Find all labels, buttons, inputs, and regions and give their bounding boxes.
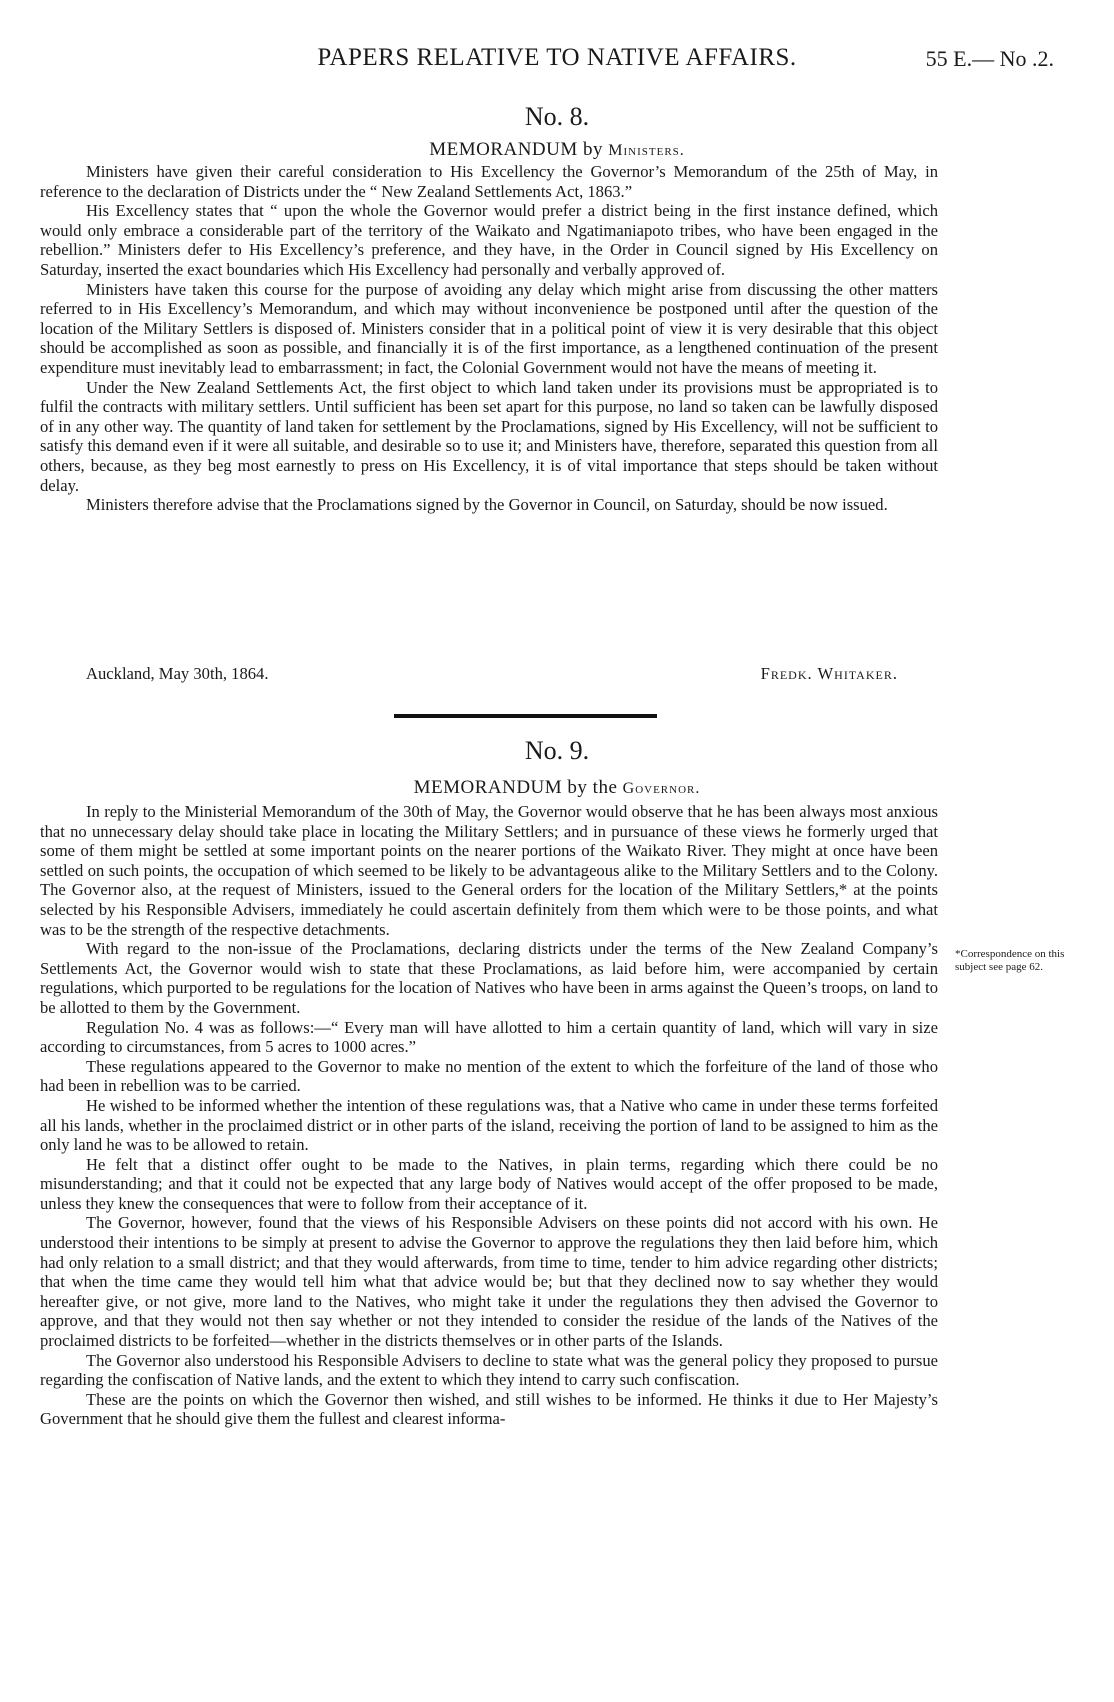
memo-9-paragraph: Regulation No. 4 was as follows:—“ Every man will have allotted to him a certain quantity of land, which will vary in size according to circumstances, from 5 acres to 1000 acres.” [40, 1017, 938, 1057]
memo-9-heading-author: Governor. [622, 780, 701, 797]
memo-8-paragraph: Ministers have taken this course for the purpose of avoiding any delay which might arise from discussing the other matters referred to in His Excellency’s Memorandum, and which may without inconvenience be postponed until after the question of the location of the Military Settlers is disposed of. Ministers consider that in a political point of view it is very desirable that this object should be accomplished as soon as possible, and financially it is of the first importance, as a lengthened continuation of the present expenditure must inevitably lead to embarrassment; in fact, the Colonial Government would not have the means of meeting it. [40, 279, 938, 377]
section-divider [394, 714, 657, 718]
memo-9-number: No. 9. [524, 736, 590, 765]
memo-8-heading-main: MEMORANDUM by [429, 139, 604, 160]
memo-8-paragraph: His Excellency states that “ upon the whole the Governor would prefer a district being in the first instance defined, which would only embrace a considerable part of the territory of the Waikato and Ngatimaniapoto tribes, who have been engaged in the rebellion.” Ministers defer to His Excellency’s preference, and they have, in the Order in Council signed by His Excellency on Saturday, inserted the exact boundaries which His Excellency had personally and verbally approved of. [40, 201, 938, 279]
memo-8-heading-author: Ministers. [608, 142, 685, 159]
memo-9-paragraph: He felt that a distinct offer ought to be made to the Natives, in plain terms, regarding which there could be no misunderstanding; and that it could not be expected that any large body of Natives would accept of the offer proposed to be made, unless they knew the consequences that were to follow from their acceptance of it. [40, 1154, 938, 1213]
memo-9-paragraph: In reply to the Ministerial Memorandum of the 30th of May, the Governor would observe that he has been always most anxious that no unnecessary delay should take place in locating the Military Settlers; and in pursuance of these views he formerly urged that some of them might be settled at some important points on the nearer portions of the Waikato River. They might at once have been settled on such points, the occupation of which seemed to be likely to be advantageous alike to the Military Settlers and to the Colony. The Governor also, at the request of Ministers, issued to the General orders for the location of the Military Settlers,* at the points selected by his Responsible Advisers, immediately he could ascertain definitely from them which were to be those points, and what was to be the strength of the respective detachments. [40, 802, 938, 939]
memo-9-body [40, 802, 938, 1429]
memo-9-paragraph: The Governor, however, found that the views of his Responsible Advisers on these points did not accord with his own. He understood their intentions to be simply at present to advise the Governor to approve the regulations they then laid before him, which had only relation to a small district; and that they would afterwards, from time to time, tender to him advice regarding other districts; that when the time came they would tell him what that advice would be; but that they declined now to say whether they would hereafter give, or not give, more land to the Natives, who might take it under the regulations they then advised the Governor to approve, and that they would not then say whether or not they intended to consider the residue of the lands of the Natives of the proclaimed districts to be forfeited—whether in the districts themselves or in other parts of the Islands. [40, 1213, 938, 1351]
page-header [0, 44, 1114, 84]
memo-9-heading [0, 777, 1114, 799]
memo-9-paragraph: The Governor also understood his Responsible Advisers to decline to state what was the general policy they proposed to pursue regarding the confiscation of Native lands, and the extent to which they intend to carry such confiscation. [40, 1350, 938, 1390]
running-title: PAPERS RELATIVE TO NATIVE AFFAIRS. [317, 44, 797, 71]
memo-8-date: Auckland, May 30th, 1864. [86, 664, 269, 683]
memo-9-paragraph: These are the points on which the Governor then wished, and still wishes to be informed. He thinks it due to Her Majesty’s Government that he should give them the fullest and clearest informa- [40, 1389, 938, 1429]
memo-8-heading [0, 139, 1114, 161]
memo-9-paragraph: These regulations appeared to the Governor to make no mention of the extent to which the forfeiture of the land of those who had been in rebellion was to be carried. [40, 1056, 938, 1096]
memo-8-signature: Fredk. Whitaker. [760, 664, 898, 683]
memo-8-number: No. 8. [524, 102, 590, 131]
memo-9-paragraph: He wished to be informed whether the intention of these regulations was, that a Native who came in under these terms forfeited all his lands, whether in the proclaimed district or in other parts of the island, receiving the portion of land to be assigned to him as the only land he was to be allowed to retain. [40, 1095, 938, 1155]
memo-8-paragraph: Ministers therefore advise that the Proclamations signed by the Governor in Council, on Saturday, should be now issued. [86, 495, 888, 515]
memo-8-paragraph: Ministers have given their careful consideration to His Excellency the Governor’s Memorandum of the 25th of May, in reference to the declaration of Districts under the “ New Zealand Settlements Act, 1863.” [40, 162, 938, 201]
memo-8-paragraph: Under the New Zealand Settlements Act, the first object to which land taken under its provisions must be appropriated is to fulfil the contracts with military settlers. Until sufficient has been set apart for this purpose, no land so taken can be lawfully disposed of in any other way. The quantity of land taken for settlement by the Proclamations, signed by His Excellency, will not be sufficient to satisfy this demand even if it were all suitable, and desirable so to use it; and Ministers have, therefore, separated this question from all others, because, as they beg most earnestly to press on His Excellency, it is of vital importance that steps should be taken without delay. [40, 377, 938, 495]
page-reference: 55 E.— No .2. [925, 46, 1054, 71]
memo-9-paragraph: With regard to the non-issue of the Proclamations, declaring districts under the terms of the New Zealand Company’s Settlements Act, the Governor would wish to state that these Proclamations, as laid before him, were accompanied by certain regulations, which purported to be regulations for the location of Natives who have been in arms against the Queen’s troops, on land to be allotted to them by the Government. [40, 939, 938, 1017]
memo-9-heading-main: MEMORANDUM by the [413, 777, 618, 798]
memo-8-body [40, 162, 938, 515]
margin-note: *Correspondence on this subject see page 62. [955, 948, 1065, 973]
